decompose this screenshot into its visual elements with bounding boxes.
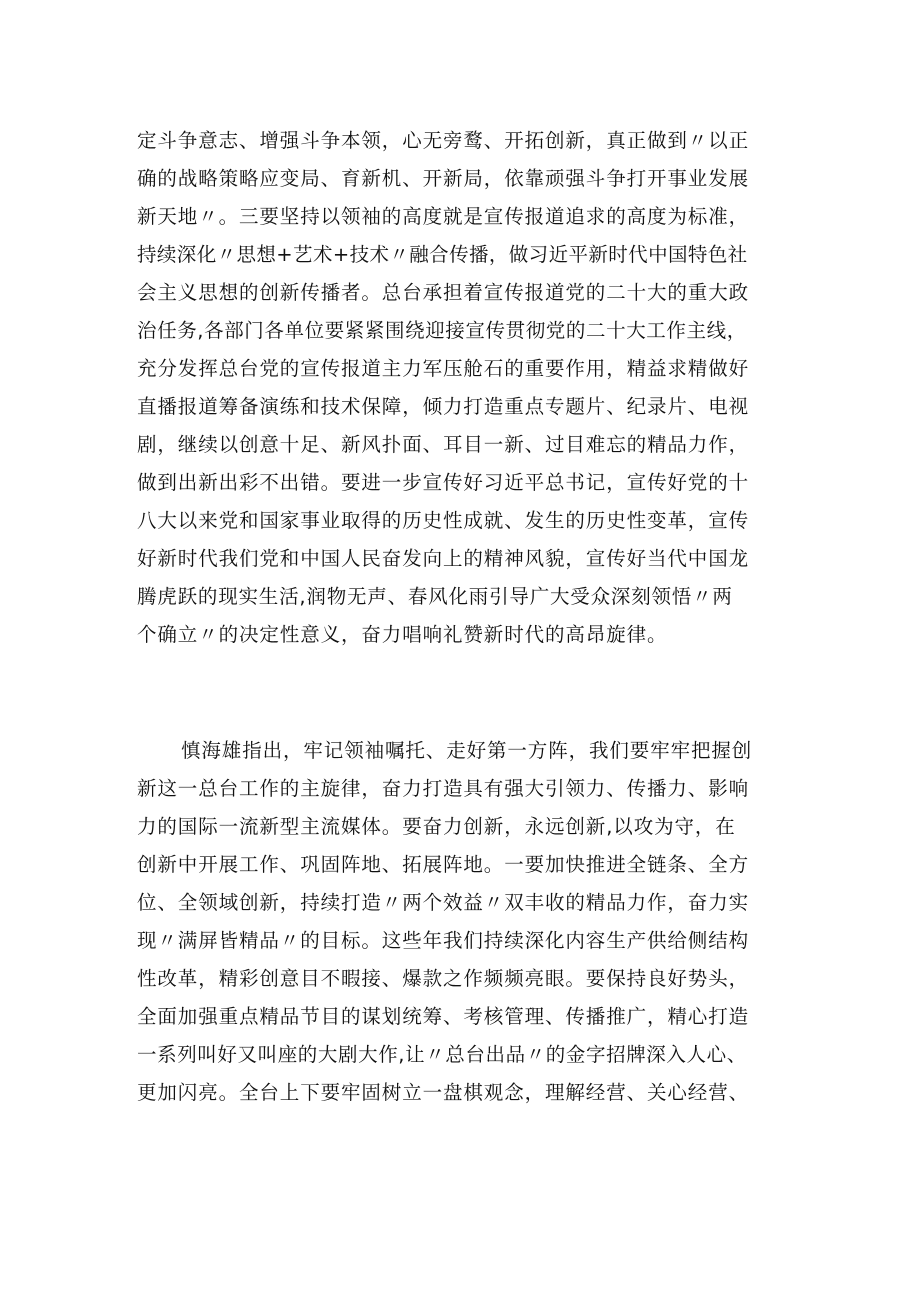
text-line: 确的战略策略应变局、育新机、开新局，依靠顽强斗争打开事业发展 (137, 167, 750, 190)
text-line: 位、全领域创新，持续打造〃两个效益〃双丰收的精品力作，奋力实 (137, 891, 750, 914)
text-line: 新天地〃。三要坚持以领袖的高度就是宣传报道追求的高度为标准， (137, 205, 750, 228)
text-line: 做到出新出彩不出错。要进一步宣传好习近平总书记，宣传好党的十 (137, 471, 750, 494)
text-line: 性改革，精彩创意目不暇接、爆款之作频频亮眼。要保持良好势头， (137, 967, 750, 990)
text-line: 现〃满屏皆精品〃的目标。这些年我们持续深化内容生产供给侧结构 (137, 929, 750, 952)
text-line: 一系列叫好又叫座的大剧大作,让〃总台出品〃的金字招牌深入人心、 (137, 1043, 747, 1066)
text-line: 创新中开展工作、巩固阵地、拓展阵地。一要加快推进全链条、全方 (137, 853, 750, 876)
text-line: 新这一总台工作的主旋律，奋力打造具有强大引领力、传播力、影响 (137, 777, 750, 800)
paragraph-2 (137, 732, 797, 1112)
text-line: 力的国际一流新型主流媒体。要奋力创新，永远创新,以攻为守，在 (137, 815, 736, 838)
text-line: 慎海雄指出，牢记领袖嘱托、走好第一方阵，我们要牢牢把握创 (181, 739, 753, 762)
text-line: 个确立〃的决定性意义，奋力唱响礼赞新时代的高昂旋律。 (137, 623, 668, 646)
text-line: 更加闪亮。全台上下要牢固树立一盘棋观念，理解经营、关心经营、 (137, 1081, 750, 1104)
text-line: 定斗争意志、增强斗争本领，心无旁鹜、开拓创新，真正做到〃以正 (137, 129, 750, 152)
text-line: 持续深化〃思想+艺术+技术〃融合传播，做习近平新时代中国特色社 (137, 243, 748, 266)
text-line: 全面加强重点精品节目的谋划统筹、考核管理、传播推广，精心打造 (137, 1005, 750, 1028)
text-line: 腾虎跃的现实生活,润物无声、春风化雨引导广大受众深刻领悟〃两 (137, 585, 733, 608)
text-line: 治任务,各部门各单位要紧紧围绕迎接宣传贯彻党的二十大工作主线， (137, 319, 747, 342)
text-line: 剧，继续以创意十足、新风扑面、耳目一新、过目难忘的精品力作， (137, 433, 750, 456)
text-line: 直播报道筹备演练和技术保障，倾力打造重点专题片、纪录片、电视 (137, 395, 750, 418)
text-line: 会主义思想的创新传播者。总台承担着宣传报道党的二十大的重大政 (137, 281, 750, 304)
paragraph-1 (137, 122, 797, 654)
text-line: 充分发挥总台党的宣传报道主力军压舱石的重要作用，精益求精做好 (137, 357, 750, 380)
text-line: 好新时代我们党和中国人民奋发向上的精神风貌，宣传好当代中国龙 (137, 547, 750, 570)
text-line: 八大以来党和国家事业取得的历史性成就、发生的历史性变革，宣传 (137, 509, 750, 532)
